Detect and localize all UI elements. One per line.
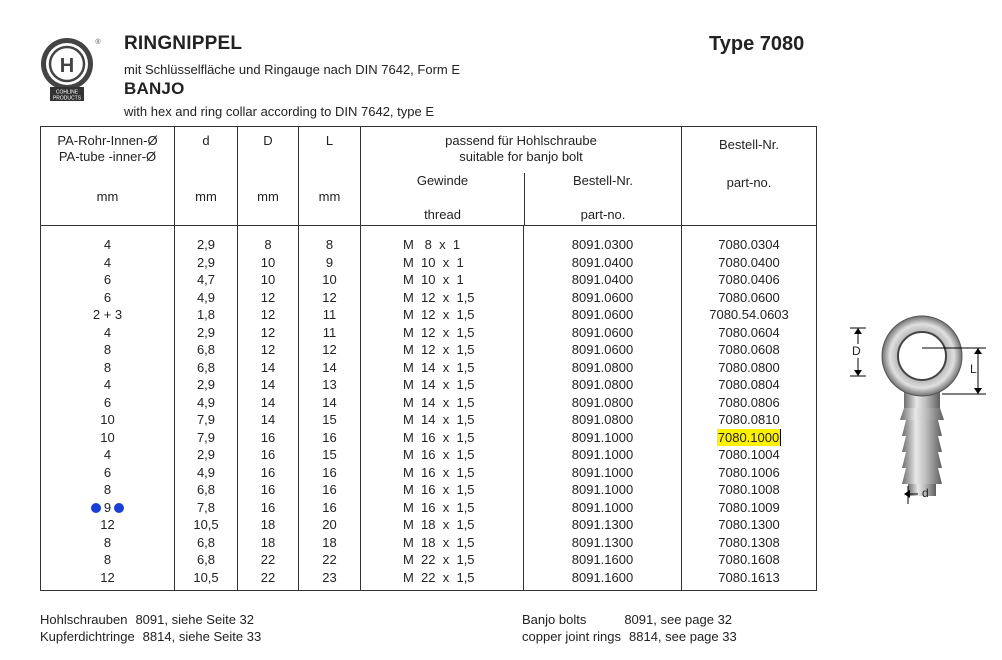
cell-bolt: 8091.0400 bbox=[571, 272, 634, 287]
header-L: L mm bbox=[299, 127, 361, 226]
cell-D: 18 bbox=[260, 517, 276, 532]
cell-bolt: 8091.1000 bbox=[571, 482, 634, 497]
cell-bolt: 8091.1000 bbox=[571, 447, 634, 462]
cell-d: 4,7 bbox=[196, 272, 216, 287]
cell-d: 4,9 bbox=[196, 394, 216, 410]
cell-d: 4,9 bbox=[196, 464, 216, 480]
cell-tube: 4 bbox=[103, 447, 112, 462]
cell-tube: 2 + 3 bbox=[92, 307, 123, 322]
brand-logo bbox=[38, 34, 104, 104]
cell-D: 12 bbox=[260, 307, 276, 322]
cell-part: 7080.1008 bbox=[718, 482, 780, 497]
cell-part bbox=[682, 429, 816, 447]
cell-bolt: 8091.1000 bbox=[571, 429, 634, 445]
cell-d: 10,5 bbox=[193, 517, 219, 532]
cell-D: 22 bbox=[260, 552, 276, 567]
cell-bolt: 8091.0800 bbox=[571, 377, 634, 392]
cell-thread: M 18 x 1,5 bbox=[403, 534, 475, 550]
footer-en-rings: copper joint rings 8814, see page 33 bbox=[522, 629, 737, 644]
highlighted-part: 7080.1000 bbox=[717, 429, 780, 445]
cell-thread: M 10 x 1 bbox=[403, 272, 464, 287]
column-D bbox=[238, 226, 299, 591]
header-tube: PA-Rohr-Innen-Ø PA-tube -inner-Ø mm bbox=[41, 127, 175, 226]
cell-tube: 6 bbox=[103, 272, 112, 287]
cell-L: 15 bbox=[322, 447, 337, 462]
cell-L: 16 bbox=[322, 499, 337, 515]
marker-dot bbox=[91, 503, 101, 513]
dimension-L-label: L bbox=[970, 362, 977, 376]
cell-bolt: 8091.1300 bbox=[571, 517, 634, 532]
cell-tube: 4 bbox=[103, 237, 112, 252]
cell-thread: M 12 x 1,5 bbox=[403, 324, 475, 340]
cell-d: 2,9 bbox=[196, 377, 216, 392]
table-header-row bbox=[41, 127, 817, 226]
cell-D: 16 bbox=[260, 464, 276, 480]
cell-L: 11 bbox=[322, 307, 337, 322]
cell-D: 22 bbox=[260, 569, 276, 585]
cell-d: 1,8 bbox=[196, 307, 216, 322]
cell-D: 10 bbox=[260, 254, 276, 270]
header-d: d mm bbox=[175, 127, 238, 226]
cell-D: 14 bbox=[260, 377, 276, 392]
cell-bolt: 8091.1600 bbox=[571, 569, 634, 585]
cell-L: 11 bbox=[322, 324, 337, 340]
cell-L: 8 bbox=[325, 237, 334, 252]
cell-part: 7080.0406 bbox=[718, 272, 780, 287]
cell-d: 7,8 bbox=[196, 499, 216, 515]
cell-tube: 6 bbox=[103, 289, 112, 305]
cell-tube: 4 bbox=[103, 254, 112, 270]
cell-part: 7080.0400 bbox=[718, 254, 780, 270]
cell-bolt: 8091.0800 bbox=[571, 394, 634, 410]
cell-tube: 4 bbox=[103, 377, 112, 392]
header-banjo-bolt: passend für Hohlschraube suitable for banjo bolt Gewinde thread Bestell-Nr. part-no. bbox=[361, 127, 682, 226]
cell-D: 8 bbox=[264, 237, 272, 252]
cell-tube: 8 bbox=[103, 359, 112, 375]
cell-part: 7080.1613 bbox=[718, 569, 780, 585]
cell-d: 10,5 bbox=[193, 569, 219, 585]
cell-L: 23 bbox=[322, 569, 337, 585]
cell-D: 10 bbox=[260, 272, 276, 287]
cell-bolt: 8091.0600 bbox=[571, 324, 634, 340]
cell-d: 6,8 bbox=[196, 534, 216, 550]
cell-thread: M 12 x 1,5 bbox=[403, 289, 475, 305]
cell-thread: M 12 x 1,5 bbox=[403, 342, 475, 357]
cell-thread: M 14 x 1,5 bbox=[403, 394, 475, 410]
cell-L: 13 bbox=[322, 377, 337, 392]
cell-d: 2,9 bbox=[196, 447, 216, 462]
cell-L: 18 bbox=[322, 534, 337, 550]
cell-part: 7080.0800 bbox=[718, 359, 780, 375]
cell-D: 14 bbox=[260, 394, 276, 410]
cell-tube: 8 bbox=[103, 552, 112, 567]
cell-tube: 12 bbox=[100, 569, 115, 585]
cell-part: 7080.1009 bbox=[718, 499, 780, 515]
cell-d: 6,8 bbox=[196, 552, 216, 567]
cell-L: 14 bbox=[322, 359, 337, 375]
cell-tube: 10 bbox=[100, 429, 115, 445]
cell-D: 12 bbox=[260, 342, 276, 357]
cell-D: 12 bbox=[260, 289, 276, 305]
cell-L: 10 bbox=[322, 272, 337, 287]
table-body-row bbox=[41, 226, 817, 591]
cell-part: 7080.0608 bbox=[718, 342, 780, 357]
cell-bolt: 8091.0600 bbox=[571, 342, 634, 357]
cell-bolt: 8091.0300 bbox=[571, 237, 634, 252]
cell-thread: M 12 x 1,5 bbox=[403, 307, 475, 322]
cell-L: 9 bbox=[325, 254, 334, 270]
cell-L: 12 bbox=[322, 342, 337, 357]
cell-tube: 8 bbox=[103, 482, 112, 497]
cell-d: 6,8 bbox=[196, 482, 216, 497]
type-label: Type 7080 bbox=[709, 33, 805, 55]
cell-part: 7080.1308 bbox=[718, 534, 780, 550]
cell-D: 16 bbox=[260, 429, 276, 445]
cell-thread: M 8 x 1 bbox=[403, 237, 461, 252]
cell-part: 7080.1006 bbox=[718, 464, 780, 480]
column-d bbox=[175, 226, 238, 591]
footer-de-rings: Kupferdichtringe 8814, siehe Seite 33 bbox=[40, 629, 262, 644]
cell-d: 6,8 bbox=[196, 342, 216, 357]
cell-L: 16 bbox=[322, 464, 337, 480]
cell-tube: 6 bbox=[103, 394, 112, 410]
parts-table bbox=[40, 126, 817, 591]
column-L bbox=[299, 226, 361, 591]
cell-thread: M 22 x 1,5 bbox=[403, 569, 475, 585]
cell-bolt: 8091.0800 bbox=[571, 359, 634, 375]
cell-L: 14 bbox=[322, 394, 337, 410]
cell-L: 20 bbox=[322, 517, 337, 532]
cell-part: 7080.0600 bbox=[718, 289, 780, 305]
column-thread bbox=[361, 226, 524, 591]
column-part bbox=[682, 226, 817, 591]
cell-L: 16 bbox=[322, 429, 337, 445]
cell-bolt: 8091.0600 bbox=[571, 289, 634, 305]
cell-tube: 6 bbox=[103, 464, 112, 480]
cell-thread: M 14 x 1,5 bbox=[403, 412, 475, 427]
cell-part: 7080.0806 bbox=[718, 394, 780, 410]
cell-tube: 10 bbox=[100, 412, 115, 427]
cell-bolt: 8091.1000 bbox=[571, 499, 634, 515]
svg-text:H: H bbox=[59, 55, 75, 77]
logo-text: COHLINE bbox=[55, 89, 79, 96]
cell-tube: 8 bbox=[103, 534, 112, 550]
cell-d: 7,9 bbox=[196, 429, 216, 445]
cell-thread: M 14 x 1,5 bbox=[403, 359, 475, 375]
cell-bolt: 8091.0400 bbox=[571, 254, 634, 270]
cell-part: 7080.1004 bbox=[718, 447, 780, 462]
cell-d: 2,9 bbox=[196, 254, 216, 270]
cell-thread: M 10 x 1 bbox=[403, 254, 464, 270]
title-de: RINGNIPPEL bbox=[124, 33, 243, 54]
cell-bolt: 8091.1000 bbox=[571, 464, 634, 480]
cell-thread: M 16 x 1,5 bbox=[403, 482, 475, 497]
cell-thread: M 14 x 1,5 bbox=[403, 377, 475, 392]
banjo-drawing bbox=[846, 306, 996, 516]
header-D: D mm bbox=[238, 127, 299, 226]
cell-d: 2,9 bbox=[196, 324, 216, 340]
cell-part: 7080.54.0603 bbox=[709, 307, 789, 322]
cell-d: 4,9 bbox=[196, 289, 216, 305]
cell-D: 18 bbox=[260, 534, 276, 550]
cell-L: 16 bbox=[322, 482, 337, 497]
cell-L: 15 bbox=[322, 412, 337, 427]
title-en: BANJO bbox=[124, 79, 185, 98]
cell-tube: 12 bbox=[100, 517, 115, 532]
dimension-D-label: D bbox=[852, 344, 861, 358]
cell-part: 7080.1300 bbox=[718, 517, 780, 532]
cell-part: 7080.0804 bbox=[718, 377, 780, 392]
cell-d: 2,9 bbox=[196, 237, 216, 252]
cell-part: 7080.0810 bbox=[718, 412, 780, 427]
cell-tube: 9 bbox=[41, 499, 174, 517]
cell-L: 12 bbox=[322, 289, 337, 305]
cell-D: 12 bbox=[260, 324, 276, 340]
column-bolt bbox=[524, 226, 682, 591]
cell-thread: M 16 x 1,5 bbox=[403, 447, 475, 462]
cell-part: 7080.0304 bbox=[718, 237, 780, 252]
subtitle-de: mit Schlüsselfläche und Ringauge nach DIN 7642, Form E bbox=[124, 62, 461, 77]
cell-bolt: 8091.1600 bbox=[571, 552, 634, 567]
cell-part: 7080.1608 bbox=[718, 552, 780, 567]
cell-L: 22 bbox=[322, 552, 337, 567]
footer-de-bolts: Hohlschrauben 8091, siehe Seite 32 bbox=[40, 612, 254, 627]
svg-text:®: ® bbox=[95, 39, 101, 46]
cell-bolt: 8091.1300 bbox=[571, 534, 634, 550]
header-order-no: Bestell-Nr. part-no. bbox=[682, 127, 817, 226]
cell-tube: 8 bbox=[103, 342, 112, 357]
cell-part: 7080.0604 bbox=[718, 324, 780, 340]
column-tube bbox=[41, 226, 175, 591]
dimension-d-label: d bbox=[922, 486, 929, 500]
cell-d: 6,8 bbox=[196, 359, 216, 375]
marker-dot bbox=[114, 503, 124, 513]
subtitle-en: with hex and ring collar according to DIN 7642, type E bbox=[124, 104, 435, 119]
cell-thread: M 16 x 1,5 bbox=[403, 429, 475, 445]
cell-thread: M 18 x 1,5 bbox=[403, 517, 475, 532]
cell-D: 14 bbox=[260, 412, 276, 427]
cell-D: 16 bbox=[260, 447, 276, 462]
cell-D: 14 bbox=[260, 359, 276, 375]
svg-text:PRODUCTS: PRODUCTS bbox=[52, 95, 82, 102]
cell-bolt: 8091.0800 bbox=[571, 412, 634, 427]
cell-thread: M 16 x 1,5 bbox=[403, 499, 475, 515]
cell-thread: M 22 x 1,5 bbox=[403, 552, 475, 567]
cell-bolt: 8091.0600 bbox=[571, 307, 634, 322]
cell-D: 16 bbox=[260, 499, 276, 515]
cell-thread: M 16 x 1,5 bbox=[403, 464, 475, 480]
footer-en-bolts: Banjo bolts 8091, see page 32 bbox=[522, 612, 733, 627]
cell-tube: 4 bbox=[103, 324, 112, 340]
cell-d: 7,9 bbox=[196, 412, 216, 427]
cell-D: 16 bbox=[260, 482, 276, 497]
